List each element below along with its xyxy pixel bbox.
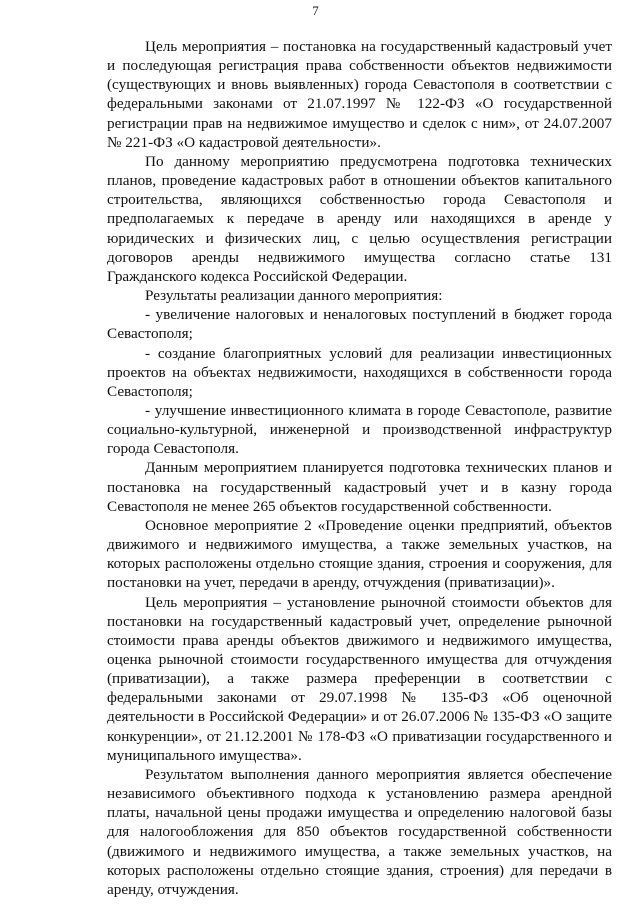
page-number: 7 xyxy=(312,3,319,18)
paragraph-result-valuation: Результатом выполнения данного мероприятия является обеспечение независимого объективного подхода к установлению размера арендной платы, начальной цены продажи имущества и определению налоговой базы для налогообложения для 850 объектов государственной собственности (движимого и недвижимого имущества, а также земельных участков, на которых расположены отдельно стоящие здания, строения) для передачи в аренду, отчуждения. xyxy=(107,765,612,898)
paragraph-planned-objects: Данным мероприятием планируется подготовка технических планов и постановка на государственный кадастровый учет и в казну города Севастополя не менее 265 объектов государственной собственности. xyxy=(107,459,612,515)
paragraph-goal-cadastral: Цель мероприятия – постановка на государственный кадастровый учет и последующая регистрация права собственности объектов недвижимости (существующих и вновь выявленных) города Севастополя в соответствии с федеральными законами от 21.07.1997 № 122-ФЗ «О государственной регистрации прав на недвижимое имущество и сделок с ним», от 24.07.2007 № 221-ФЗ «О кадастровой деятельности». xyxy=(107,38,612,151)
paragraph-main-measure-2: Основное мероприятие 2 «Проведение оценки предприятий, объектов движимого и недвижимого имущества, а также земельных участков, на которых расположены отдельно стоящие здания, строения и сооружения, для постановки на учет, передачи в аренду, отчуждения (приватизации)». xyxy=(107,516,612,592)
paragraph-results-heading: Результаты реализации данного мероприятия: xyxy=(145,287,443,305)
list-item-investment-climate: - улучшение инвестиционного климата в городе Севастополе, развитие социально-культурной, инженерной и производственной инфраструктур города Севастополя. xyxy=(107,401,612,458)
paragraph-goal-valuation: Цель мероприятия – установление рыночной стоимости объектов для постановки на государственный кадастровый учет, определение рыночной стоимости права аренды объектов движимого и недвижимого имущества, оценка рыночной стоимости государственного имущества для отчуждения (приватизации), а также размера преференции в соответствии с федеральными законами от 29.07.1998 № 135-ФЗ «Об оценочной деятельности в Российской Федерации» и от 26.07.2006 № 135-ФЗ «О защите конкуренции», от 21.12.2001 № 178-ФЗ «О приватизации государственного и муниципального имущества». xyxy=(107,593,612,764)
paragraph-technical-plans: По данному мероприятию предусмотрена подготовка технических планов, проведение кадастровых работ в отношении объектов капитального строительства, являющихся собственностью города Севастополя и предполагаемых к передаче в аренду или находящихся в аренде у юридических и физических лиц, с целью осуществления регистрации договоров аренды недвижимого имущества согласно статье 131 Гражданского кодекса Российской Федерации. xyxy=(107,152,612,285)
list-item-investment-conditions: - создание благоприятных условий для реализации инвестиционных проектов на объектах недвижимости, находящихся в собственности города Севастополя; xyxy=(107,344,612,400)
document-body xyxy=(107,37,612,899)
list-item-tax-revenue: - увеличение налоговых и неналоговых поступлений в бюджет города Севастополя; xyxy=(107,306,612,343)
